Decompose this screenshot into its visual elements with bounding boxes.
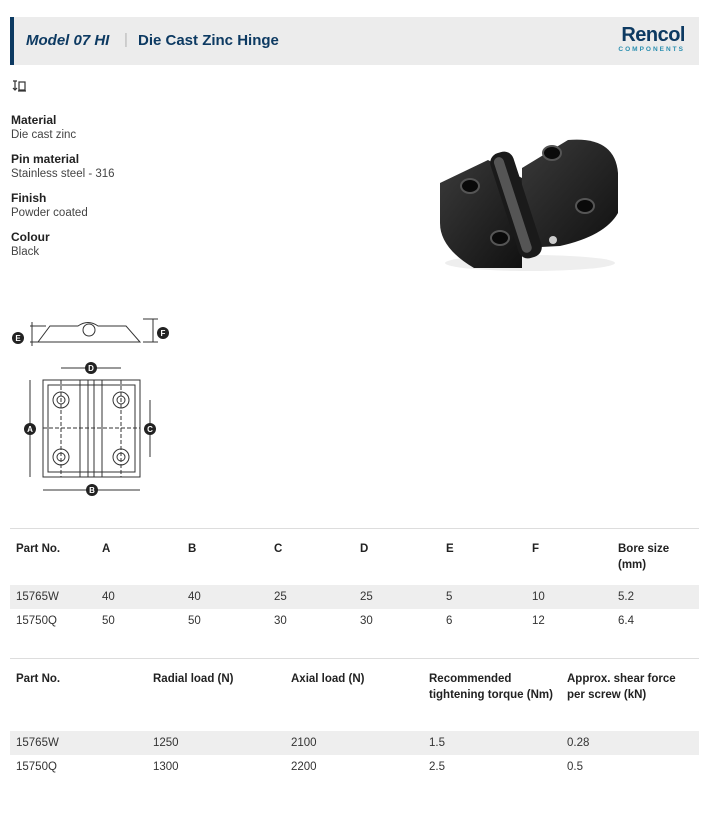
cell: 1250 xyxy=(147,731,285,755)
cell: 12 xyxy=(532,614,545,627)
cell: 15750Q xyxy=(16,614,57,627)
cell: 40 xyxy=(182,585,268,609)
table-row xyxy=(10,731,699,755)
spec-material xyxy=(11,112,115,143)
dim-label-a: A xyxy=(27,425,33,434)
cell: 6.4 xyxy=(618,614,634,627)
dim-label-d: D xyxy=(88,364,94,373)
cell: 5.2 xyxy=(612,585,699,609)
cell: 30 xyxy=(360,614,373,627)
dimensions-table xyxy=(10,528,699,633)
col-radial-load: Radial load (N) xyxy=(153,673,234,685)
spec-pin-material xyxy=(11,151,115,182)
model-name: Model 07 HI xyxy=(26,32,110,49)
col-axial-load: Axial load (N) xyxy=(291,673,365,685)
cell: 15750Q xyxy=(16,760,57,773)
col-e: E xyxy=(446,543,454,555)
spec-value: Black xyxy=(11,246,40,258)
logo-name: Rencol xyxy=(621,24,685,46)
spec-label: Pin material xyxy=(11,152,80,166)
cell: 50 xyxy=(188,614,201,627)
cell: 5 xyxy=(440,585,526,609)
cell: 40 xyxy=(96,585,182,609)
cell: 0.28 xyxy=(561,731,699,755)
cell: 6 xyxy=(446,614,453,627)
spec-label: Colour xyxy=(11,230,50,244)
dim-label-b: B xyxy=(89,486,95,495)
table-row xyxy=(10,755,699,779)
cell: 0.5 xyxy=(567,760,583,773)
dim-label-e: E xyxy=(15,334,21,343)
col-b: B xyxy=(188,543,197,555)
cell: 1300 xyxy=(153,760,179,773)
spec-label: Finish xyxy=(11,191,47,205)
table-row xyxy=(10,609,699,633)
spec-label: Material xyxy=(11,113,57,127)
cell: 2100 xyxy=(285,731,423,755)
load-table xyxy=(10,658,699,779)
technical-drawing xyxy=(8,318,198,508)
col-a: A xyxy=(102,543,111,555)
col-part-no: Part No. xyxy=(16,673,61,685)
col-tightening-torque: Recommended tightening torque (Nm) xyxy=(429,673,553,701)
cell: 25 xyxy=(268,585,354,609)
mounting-type-icon xyxy=(12,80,26,92)
dim-label-c: C xyxy=(147,425,153,434)
col-shear-force: Approx. shear force per screw (kN) xyxy=(567,673,676,701)
spec-value: Die cast zinc xyxy=(11,129,77,141)
spec-colour xyxy=(11,229,115,260)
specifications xyxy=(11,112,115,268)
cell: 2.5 xyxy=(429,760,445,773)
col-f: F xyxy=(532,543,540,555)
header-accent-bar xyxy=(10,17,14,65)
header-separator: | xyxy=(124,31,128,48)
cell: 25 xyxy=(354,585,440,609)
cell: 15765W xyxy=(10,585,96,609)
cell: 15765W xyxy=(10,731,147,755)
cell: 10 xyxy=(526,585,612,609)
spec-value: Powder coated xyxy=(11,207,88,219)
brand-logo xyxy=(618,25,685,53)
dim-label-f: F xyxy=(160,329,166,338)
cell: 1.5 xyxy=(423,731,561,755)
cell: 50 xyxy=(102,614,115,627)
logo-subtitle: COMPONENTS xyxy=(618,46,685,53)
hinge-product-photo xyxy=(430,128,630,278)
spec-value: Stainless steel - 316 xyxy=(11,168,115,180)
col-c: C xyxy=(274,543,283,555)
table-row xyxy=(10,585,699,609)
col-part-no: Part No. xyxy=(16,543,61,555)
spec-finish xyxy=(11,190,115,221)
col-bore-size: Bore size (mm) xyxy=(618,543,670,571)
cell: 30 xyxy=(274,614,287,627)
page-header xyxy=(10,17,699,65)
cell: 2200 xyxy=(291,760,317,773)
col-d: D xyxy=(360,543,369,555)
page-title: Die Cast Zinc Hinge xyxy=(138,32,279,49)
